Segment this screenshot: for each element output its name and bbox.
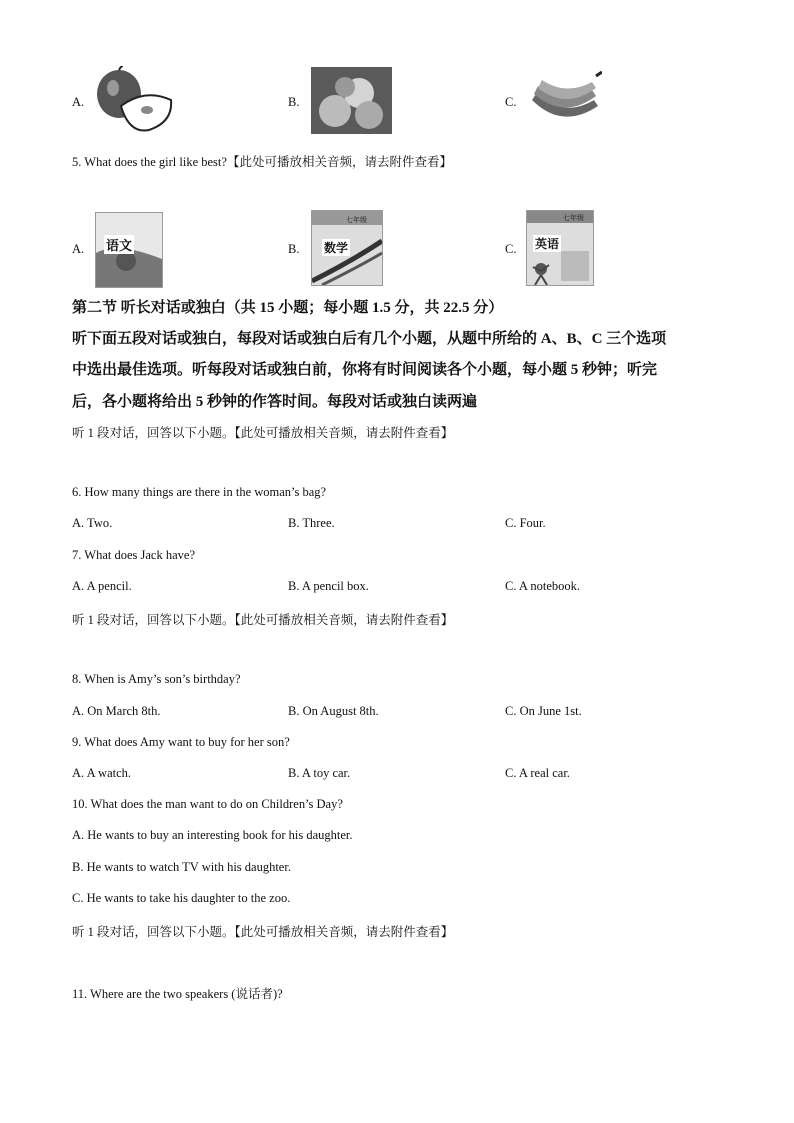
q6-option-a: A. Two. (72, 516, 113, 530)
q10-option-c: C. He wants to take his daughter to the zoo. (72, 891, 291, 905)
q10-option-b: B. He wants to watch TV with his daughter. (72, 860, 291, 874)
book-title: 语文 (104, 235, 134, 254)
audio-prompt-3: 听 1 段对话，回答以下小题。【此处可播放相关音频，请去附件查看】 (72, 925, 454, 939)
question-8: 8. When is Amy’s son’s birthday? (72, 672, 241, 686)
q8-option-a: A. On March 8th. (72, 704, 161, 718)
q6-option-b: B. Three. (288, 516, 335, 530)
math-book-image (311, 210, 383, 286)
option-c-label: C. (505, 95, 517, 109)
option-b-label: B. (288, 242, 300, 256)
option-a-label: A. (72, 242, 85, 256)
chinese-book-image (95, 212, 163, 288)
section-2-instructions-3: 后，各小题将给出 5 秒钟的作答时间。每段对话或独白读两遍 (72, 394, 478, 410)
section-2-instructions-2: 中选出最佳选项。听每段对话或独白前，你将有时间阅读各个小题，每小题 5 秒钟；听完 (72, 362, 658, 378)
question-11: 11. Where are the two speakers (说话者)? (72, 987, 283, 1001)
question-9: 9. What does Amy want to buy for her son? (72, 735, 290, 749)
grade-label: 七年级 (346, 216, 367, 224)
bananas-image (526, 70, 602, 134)
q9-option-a: A. A watch. (72, 766, 132, 780)
q7-option-b: B. A pencil box. (288, 579, 369, 593)
q9-option-b: B. A toy car. (288, 766, 351, 780)
audio-prompt-2: 听 1 段对话，回答以下小题。【此处可播放相关音频，请去附件查看】 (72, 613, 454, 627)
option-b-label: B. (288, 95, 300, 109)
english-book-image (526, 210, 594, 286)
apple-image (95, 66, 173, 136)
question-5: 5. What does the girl like best?【此处可播放相关音频，请去附件查看】 (72, 155, 452, 169)
q7-option-a: A. A pencil. (72, 579, 132, 593)
book-title: 数学 (324, 241, 349, 255)
option-c-label: C. (505, 242, 517, 256)
q7-option-c: C. A notebook. (505, 579, 581, 593)
section-2-instructions-1: 听下面五段对话或独白，每段对话或独白后有几个小题，从题中所给的 A、B、C 三个选项 (72, 331, 667, 347)
q8-option-b: B. On August 8th. (288, 704, 379, 718)
q10-option-a: A. He wants to buy an interesting book for his daughter. (72, 828, 353, 842)
q8-option-c: C. On June 1st. (505, 704, 582, 718)
grade-label: 七年级 (563, 214, 584, 222)
option-a-label: A. (72, 95, 85, 109)
question-10: 10. What does the man want to do on Children’s Day? (72, 797, 343, 811)
question-7: 7. What does Jack have? (72, 548, 195, 562)
q6-option-c: C. Four. (505, 516, 546, 530)
audio-prompt-1: 听 1 段对话，回答以下小题。【此处可播放相关音频，请去附件查看】 (72, 426, 454, 440)
book-title: 英语 (535, 237, 560, 251)
oranges-image (311, 67, 392, 134)
section-2-title: 第二节 听长对话或独白（共 15 小题；每小题 1.5 分，共 22.5 分） (72, 300, 504, 316)
question-6: 6. How many things are there in the woman’s bag? (72, 485, 327, 499)
q9-option-c: C. A real car. (505, 766, 570, 780)
